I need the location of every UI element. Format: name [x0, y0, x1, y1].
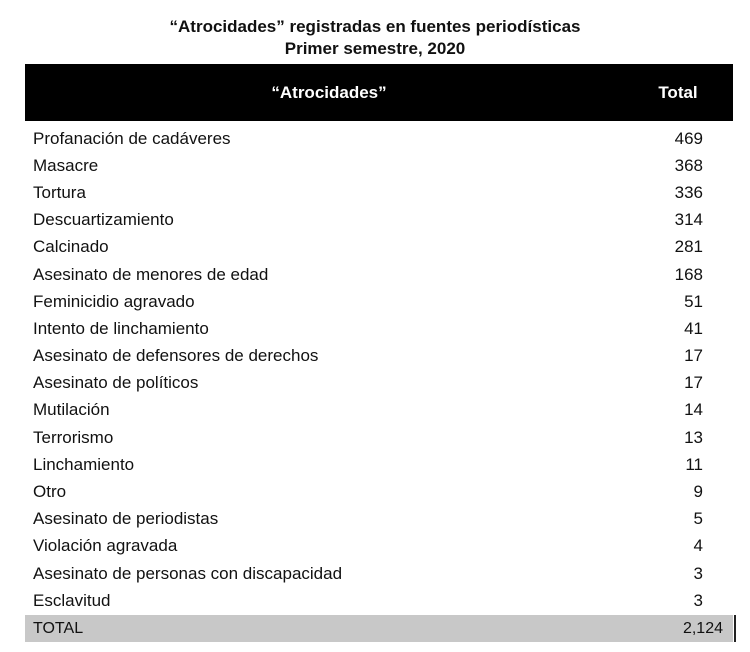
page-title: “Atrocidades” registradas en fuentes periodísticas [169, 17, 581, 36]
row-total: 51 [684, 291, 703, 311]
row-label: Feminicidio agravado [33, 291, 195, 311]
row-total: 41 [684, 318, 703, 338]
row-label: Asesinato de políticos [33, 373, 199, 393]
table-row [25, 560, 733, 587]
total-row-border [734, 615, 736, 642]
table-total-row [25, 615, 733, 642]
table-row [25, 533, 733, 560]
row-label: Esclavitud [33, 590, 111, 610]
row-label: Masacre [33, 155, 99, 175]
table-row [25, 315, 733, 342]
row-total: 13 [684, 427, 703, 447]
row-total: 168 [674, 264, 703, 284]
table-row [25, 587, 733, 614]
row-label: Violación agravada [33, 536, 178, 556]
table-row [25, 478, 733, 505]
row-label: Asesinato de menores de edad [33, 264, 269, 284]
table-row [25, 424, 733, 451]
table-title-block [0, 16, 750, 60]
table-row [25, 125, 733, 152]
row-total: 3 [693, 563, 703, 583]
table-header-row [25, 64, 733, 121]
column-header-atrocidades: “Atrocidades” [271, 82, 387, 102]
row-label: Terrorismo [33, 427, 114, 447]
table-row [25, 261, 733, 288]
row-total: 11 [685, 454, 703, 474]
row-total: 14 [684, 400, 703, 420]
column-header-total: Total [658, 82, 698, 102]
row-total: 368 [674, 155, 703, 175]
row-total: 3 [693, 590, 703, 610]
table-body [25, 121, 733, 614]
row-total: 5 [693, 509, 703, 529]
total-label: TOTAL [33, 619, 84, 637]
total-value: 2,124 [682, 619, 723, 637]
table-row [25, 234, 733, 261]
row-total: 336 [674, 182, 703, 202]
row-label: Asesinato de defensores de derechos [33, 346, 319, 366]
table-row [25, 343, 733, 370]
table-row [25, 397, 733, 424]
row-total: 469 [674, 128, 703, 148]
row-total: 281 [674, 237, 703, 257]
row-label: Linchamiento [33, 454, 135, 474]
row-label: Asesinato de personas con discapacidad [33, 563, 343, 583]
table-row [25, 207, 733, 234]
atrocities-table [25, 64, 733, 642]
row-total: 314 [674, 210, 703, 230]
row-label: Descuartizamiento [33, 210, 174, 230]
row-label: Intento de linchamiento [33, 318, 209, 338]
table-row [25, 370, 733, 397]
row-label: Profanación de cadáveres [33, 128, 231, 148]
row-label: Otro [33, 482, 67, 502]
table-row [25, 152, 733, 179]
row-total: 4 [693, 536, 703, 556]
table-row [25, 506, 733, 533]
row-total: 17 [684, 346, 703, 366]
row-label: Mutilación [33, 400, 110, 420]
row-label: Tortura [33, 182, 86, 202]
row-label: Asesinato de periodistas [33, 509, 219, 529]
row-total: 17 [684, 373, 703, 393]
table-row [25, 179, 733, 206]
row-label: Calcinado [33, 237, 109, 257]
table-row [25, 288, 733, 315]
page-subtitle: Primer semestre, 2020 [284, 39, 466, 58]
table-row [25, 451, 733, 478]
row-total: 9 [693, 482, 703, 502]
